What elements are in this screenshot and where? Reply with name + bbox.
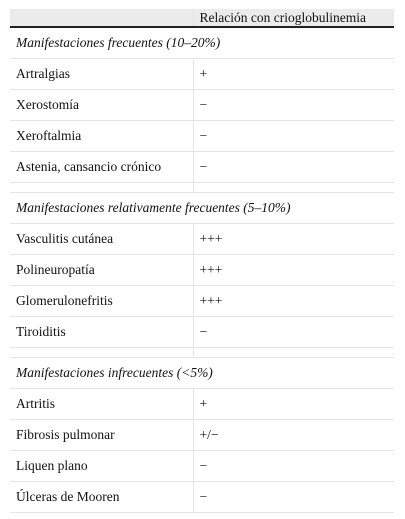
section-title: Manifestaciones frecuentes (10–20%) bbox=[10, 27, 394, 59]
manifestations-table bbox=[10, 9, 394, 513]
relation-value: − bbox=[193, 451, 394, 482]
manifestation-label: Artritis bbox=[10, 389, 193, 420]
table-row bbox=[10, 420, 394, 451]
relation-value: +++ bbox=[193, 224, 394, 255]
table-body bbox=[10, 27, 394, 513]
header-row bbox=[10, 9, 394, 27]
relation-value: − bbox=[193, 90, 394, 121]
spacer-cell bbox=[10, 183, 193, 193]
spacer-row bbox=[10, 183, 394, 193]
table-row bbox=[10, 224, 394, 255]
table-row bbox=[10, 90, 394, 121]
table-row bbox=[10, 59, 394, 90]
table-row bbox=[10, 317, 394, 348]
table-row bbox=[10, 286, 394, 317]
manifestation-label: Artralgias bbox=[10, 59, 193, 90]
manifestation-label: Xeroftalmia bbox=[10, 121, 193, 152]
table-row bbox=[10, 152, 394, 183]
manifestation-label: Vasculitis cutánea bbox=[10, 224, 193, 255]
relation-value: − bbox=[193, 482, 394, 513]
manifestation-label: Tiroiditis bbox=[10, 317, 193, 348]
spacer-cell bbox=[193, 183, 394, 193]
manifestation-label: Polineuropatía bbox=[10, 255, 193, 286]
header-blank-cell bbox=[10, 9, 193, 27]
relation-value: +++ bbox=[193, 286, 394, 317]
relation-value: + bbox=[193, 59, 394, 90]
section-title: Manifestaciones relativamente frecuentes (5–10%) bbox=[10, 193, 394, 224]
table-row bbox=[10, 389, 394, 420]
manifestation-label: Xerostomía bbox=[10, 90, 193, 121]
manifestation-label: Fibrosis pulmonar bbox=[10, 420, 193, 451]
table-row bbox=[10, 451, 394, 482]
relation-value: +/− bbox=[193, 420, 394, 451]
table-header bbox=[10, 9, 394, 27]
section-title: Manifestaciones infrecuentes (<5%) bbox=[10, 358, 394, 389]
spacer-cell bbox=[193, 348, 394, 358]
manifestation-label: Úlceras de Mooren bbox=[10, 482, 193, 513]
manifestation-label: Liquen plano bbox=[10, 451, 193, 482]
relation-value: − bbox=[193, 121, 394, 152]
section-row bbox=[10, 358, 394, 389]
relation-value: − bbox=[193, 317, 394, 348]
table-row bbox=[10, 482, 394, 513]
manifestation-label: Astenia, cansancio crónico bbox=[10, 152, 193, 183]
section-row bbox=[10, 27, 394, 59]
spacer-cell bbox=[10, 348, 193, 358]
relation-value: +++ bbox=[193, 255, 394, 286]
relation-value: − bbox=[193, 152, 394, 183]
section-row bbox=[10, 193, 394, 224]
table-row bbox=[10, 121, 394, 152]
relation-value: + bbox=[193, 389, 394, 420]
header-relation-cell: Relación con crioglobulinemia bbox=[193, 9, 394, 27]
table-row bbox=[10, 255, 394, 286]
manifestation-label: Glomerulonefritis bbox=[10, 286, 193, 317]
spacer-row bbox=[10, 348, 394, 358]
